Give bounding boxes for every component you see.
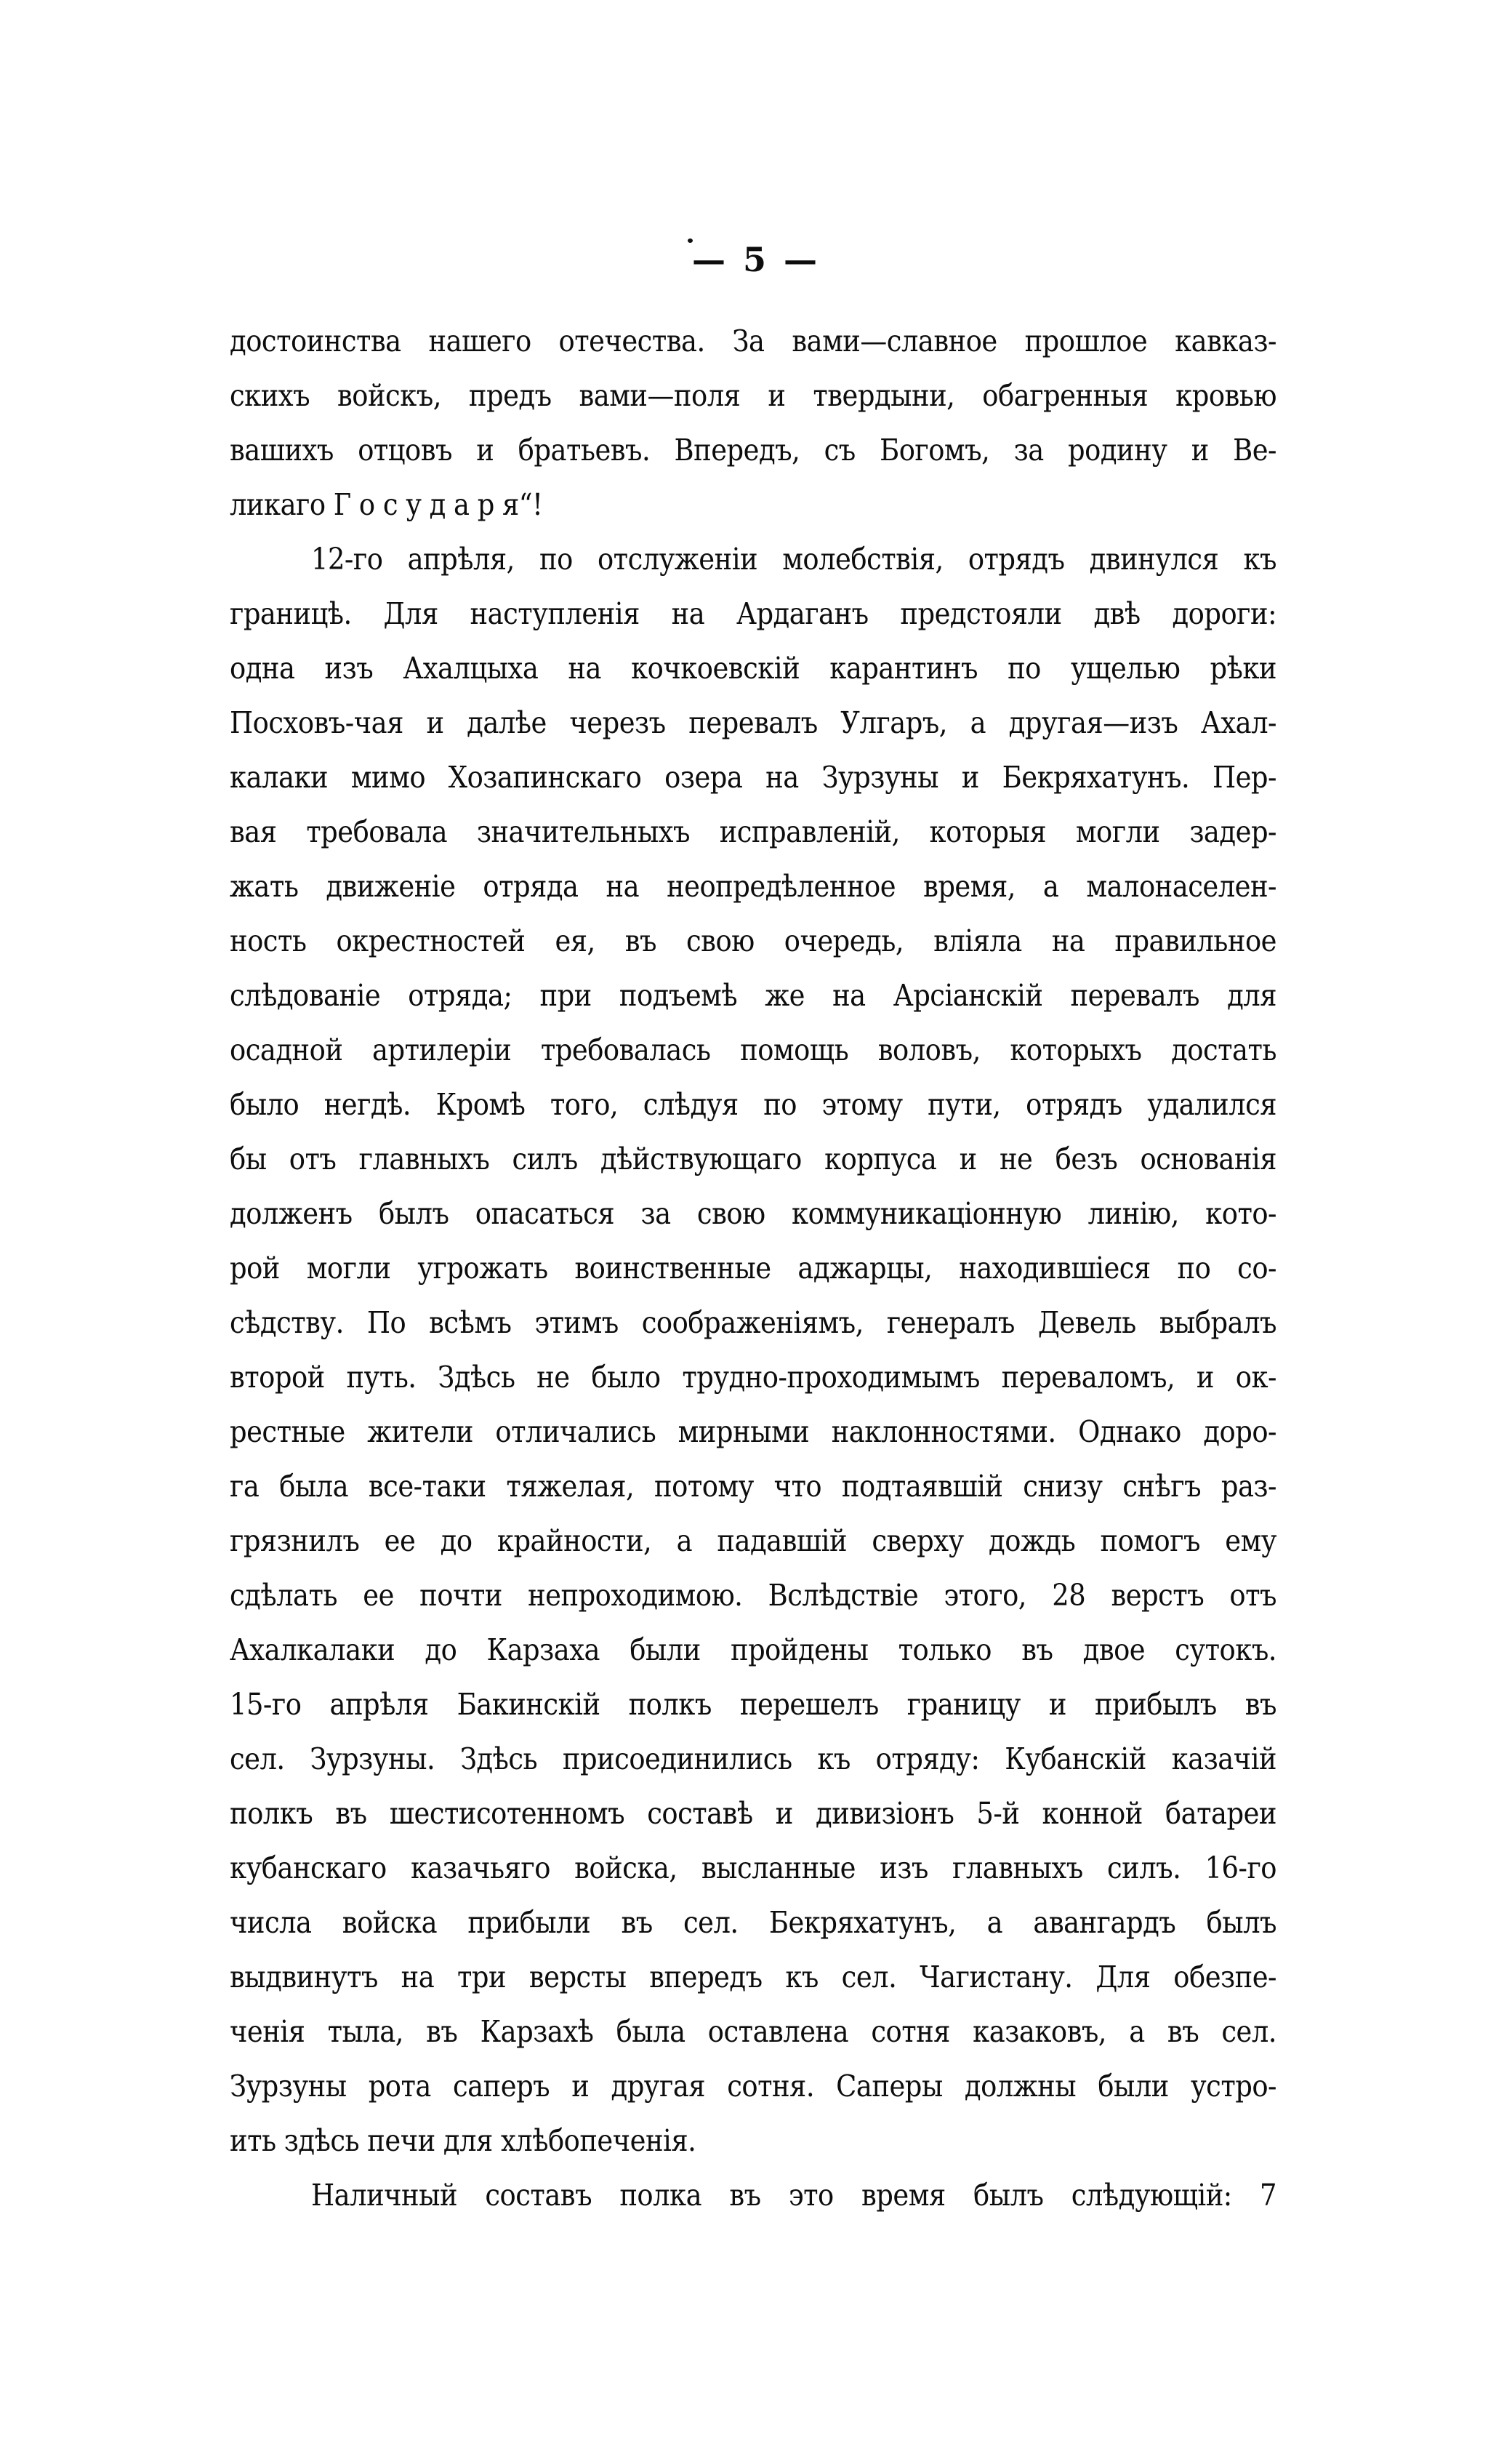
text-line: сел. Зурзуны. Здѣсь присоединились къ отряду: Кубанскій казачій — [230, 1741, 1276, 1776]
text-line: достоинства нашего отечества. За вами—славное прошлое кавказ- — [230, 324, 1276, 358]
text-line: рестные жители отличались мирными наклонностями. Однако доро- — [230, 1414, 1276, 1449]
text-line: калаки мимо Хозапинскаго озера на Зурзуны и Бекряхатунъ. Пер- — [230, 760, 1276, 795]
body-text — [230, 314, 1276, 2223]
text-line: одна изъ Ахалцыха на кочкоевскій карантинъ по ущелью рѣки — [230, 651, 1276, 686]
text-line: скихъ войскъ, предъ вами—поля и твердыни, обагренныя кровью — [230, 378, 1276, 413]
text-line: осадной артилеріи требовалась помощь воловъ, которыхъ достать — [230, 1032, 1276, 1067]
text-line: второй путь. Здѣсь не было трудно-проходимымъ переваломъ, и ок- — [230, 1360, 1276, 1395]
text-line: кубанскаго казачьяго войска, высланные изъ главныхъ силъ. 16-го — [230, 1850, 1276, 1885]
text-line: выдвинутъ на три версты впередъ къ сел. Чагистану. Для обезпе- — [230, 1960, 1276, 1994]
text-line: жать движеніе отряда на неопредѣленное время, а малонаселен- — [230, 869, 1276, 904]
text-line: ность окрестностей ея, въ свою очередь, вліяла на правильное — [230, 923, 1276, 958]
text-line: Посховъ-чая и далѣе черезъ перевалъ Улгаръ, а другая—изъ Ахал- — [230, 705, 1276, 740]
text-line: 12-го апрѣля, по отслуженіи молебствія, отрядъ двинулся къ — [311, 542, 1276, 577]
text-line: Наличный составъ полка въ это время былъ слѣдующій: 7 — [311, 2178, 1276, 2213]
text-line: вая требовала значительныхъ исправленій, которыя могли задер- — [230, 814, 1276, 849]
text-line: га была все-таки тяжелая, потому что подтаявшій снизу снѣгъ раз- — [230, 1469, 1276, 1504]
text-line: ликаго Г о с у д а р я“! — [230, 487, 543, 522]
text-line: ченія тыла, въ Карзахѣ была оставлена сотня казаковъ, а въ сел. — [230, 2014, 1276, 2049]
text-line: долженъ былъ опасаться за свою коммуникаціонную линію, кото- — [230, 1196, 1276, 1231]
text-line: вашихъ отцовъ и братьевъ. Впередъ, съ Богомъ, за родину и Ве- — [230, 433, 1276, 468]
text-line: было негдѣ. Кромѣ того, слѣдуя по этому пути, отрядъ удалился — [230, 1087, 1276, 1122]
text-line: бы отъ главныхъ силъ дѣйствующаго корпуса и не безъ основанія — [230, 1142, 1276, 1176]
text-line: числа войска прибыли въ сел. Бекряхатунъ, а авангардъ былъ — [230, 1905, 1276, 1940]
text-line: сѣдству. По всѣмъ этимъ соображеніямъ, генералъ Девель выбралъ — [230, 1305, 1276, 1340]
text-line: ить здѣсь печи для хлѣбопеченія. — [230, 2123, 696, 2158]
text-line: Зурзуны рота саперъ и другая сотня. Саперы должны были устро- — [230, 2069, 1276, 2104]
text-line: Ахалкалаки до Карзаха были пройдены только въ двое сутокъ. — [230, 1632, 1276, 1667]
page-number: — 5 — — [691, 240, 821, 279]
text-line: сдѣлать ее почти непроходимою. Вслѣдствіе этого, 28 верстъ отъ — [230, 1578, 1276, 1613]
text-line: слѣдованіе отряда; при подъемѣ же на Арсіанскій перевалъ для — [230, 978, 1276, 1013]
text-line: полкъ въ шестисотенномъ составѣ и дивизіонъ 5-й конной батареи — [230, 1796, 1276, 1831]
text-line: границѣ. Для наступленія на Ардаганъ предстояли двѣ дороги: — [230, 596, 1276, 631]
text-line: грязнилъ ее до крайности, а падавшій сверху дождь помогъ ему — [230, 1523, 1276, 1558]
text-line: рой могли угрожать воинственные аджарцы, находившіеся по со- — [230, 1251, 1276, 1286]
text-line: 15-го апрѣля Бакинскій полкъ перешелъ границу и прибылъ въ — [230, 1687, 1276, 1722]
